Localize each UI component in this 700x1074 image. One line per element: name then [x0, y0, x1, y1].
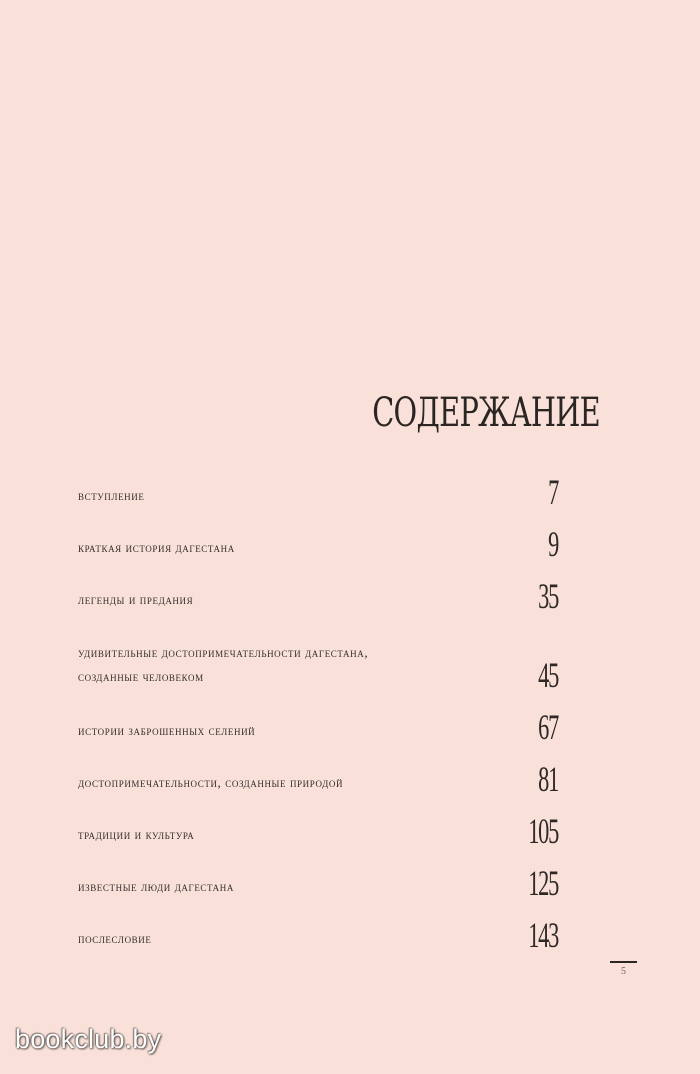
- toc-entry-page: 7: [548, 472, 558, 512]
- toc-entry-label: достопримечательности, созданные природой: [78, 775, 344, 790]
- toc-entry-label: известные люди дагестана: [78, 879, 234, 894]
- toc-entry[interactable]: [78, 472, 558, 512]
- toc-entry-label: послесловие: [78, 931, 152, 946]
- toc-entry-page: 67: [538, 707, 558, 747]
- toc-entry-label: легенды и предания: [78, 592, 194, 607]
- toc-entry[interactable]: [78, 915, 558, 955]
- toc-entry-label: краткая история дагестана: [78, 540, 235, 555]
- toc-entry[interactable]: [78, 638, 558, 694]
- toc-entry-page: 105: [528, 811, 558, 851]
- toc-entry[interactable]: [78, 707, 558, 747]
- page-title: СОДЕРЖАНИЕ: [372, 390, 600, 436]
- toc-entry[interactable]: [78, 759, 558, 799]
- table-of-contents: [78, 0, 600, 1000]
- toc-entry-label: традиции и культура: [78, 827, 195, 842]
- folio-rule: [610, 961, 637, 963]
- toc-entry-label: удивительные достопримечательности дагестана,: [78, 645, 369, 660]
- toc-entry-page: 125: [528, 863, 558, 903]
- toc-entry-page: 9: [548, 524, 558, 564]
- toc-entry-label: вступление: [78, 488, 145, 503]
- toc-entry[interactable]: [78, 863, 558, 903]
- toc-entry-label-continued: созданные человеком: [78, 669, 204, 684]
- toc-entry-page: 35: [538, 576, 558, 616]
- page-number: 5: [621, 966, 626, 977]
- toc-entry-page: 45: [538, 655, 558, 695]
- toc-entry[interactable]: [78, 811, 558, 851]
- watermark: bookclub.by: [15, 1024, 162, 1054]
- toc-entry[interactable]: [78, 576, 558, 616]
- toc-entry[interactable]: [78, 524, 558, 564]
- toc-entry-label: истории заброшенных селений: [78, 723, 256, 738]
- toc-entry-page: 143: [528, 915, 558, 955]
- toc-entry-page: 81: [538, 759, 558, 799]
